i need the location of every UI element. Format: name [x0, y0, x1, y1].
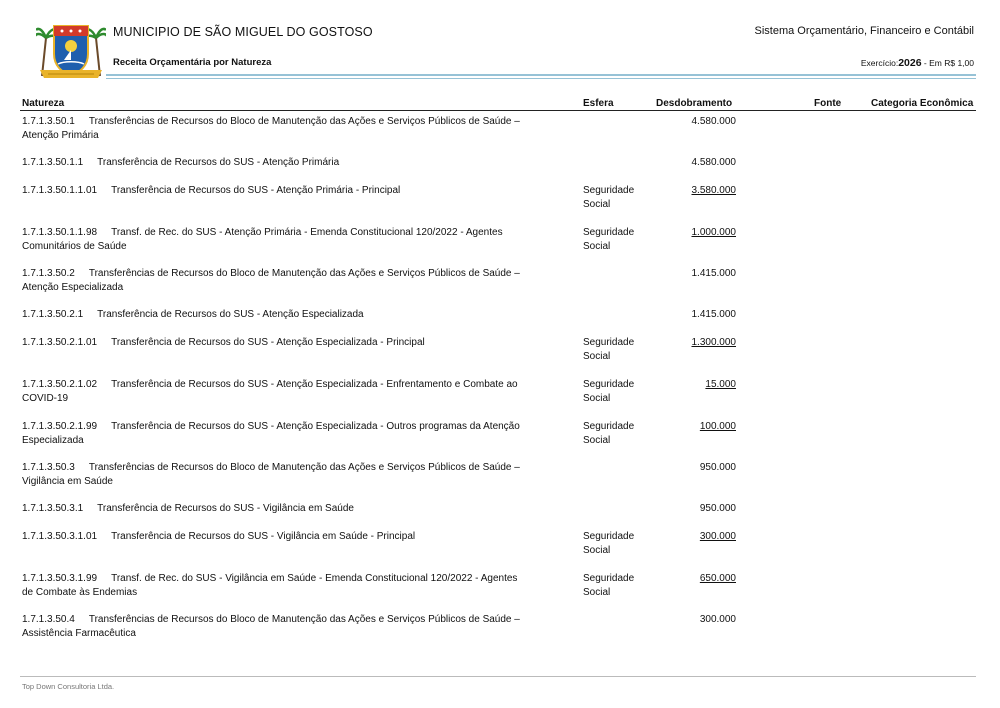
natureza-cell	[22, 267, 527, 295]
exercise-year: 2026	[898, 57, 922, 69]
natureza-code: 1.7.1.3.50.3.1.99	[22, 573, 98, 584]
system-name: Sistema Orçamentário, Financeiro e Contábil	[754, 25, 974, 37]
desdobramento-cell: 100.000	[699, 421, 736, 432]
natureza-description: Transferências de Recursos do Bloco de Manutenção das Ações e Serviços Públicos de Saúde – Atenção Especializada	[22, 268, 520, 293]
desdobramento-cell: 4.580.000	[691, 116, 736, 127]
desdobramento-cell: 300.000	[699, 531, 736, 542]
natureza-description: Transf. de Rec. do SUS - Vigilância em Saúde - Emenda Constitucional 120/2022 - Agentes de Combate às Endemias	[22, 573, 518, 598]
natureza-cell	[22, 336, 527, 350]
natureza-cell	[22, 530, 527, 544]
natureza-code: 1.7.1.3.50.3	[22, 462, 75, 473]
natureza-description: Transferência de Recursos do SUS - Atenção Especializada	[97, 309, 364, 320]
header-rule-thin	[106, 78, 976, 79]
natureza-code: 1.7.1.3.50.3.1.01	[22, 531, 98, 542]
col-desdobramento: Desdobramento	[656, 98, 733, 109]
natureza-description: Transferência de Recursos do SUS - Atenção Especializada - Enfrentamento e Combate ao COVID-19	[22, 379, 518, 404]
esfera-cell: Seguridade Social	[583, 227, 635, 252]
natureza-description: Transferência de Recursos do SUS - Atenção Especializada - Principal	[111, 337, 425, 348]
exercise-info	[861, 57, 974, 69]
natureza-code: 1.7.1.3.50.4	[22, 614, 75, 625]
natureza-description: Transferência de Recursos do SUS - Atenção Primária	[97, 157, 340, 168]
natureza-description: Transferências de Recursos do Bloco de Manutenção das Ações e Serviços Públicos de Saúde – Assistência Farmacêutica	[22, 614, 520, 639]
natureza-code: 1.7.1.3.50.2.1	[22, 309, 84, 320]
desdobramento-cell: 950.000	[699, 503, 736, 514]
header-rule	[106, 74, 976, 76]
desdobramento-cell: 950.000	[699, 462, 736, 473]
desdobramento-cell: 3.580.000	[691, 185, 736, 196]
esfera-cell: Seguridade Social	[583, 337, 635, 362]
natureza-cell	[22, 461, 527, 489]
col-esfera: Esfera	[583, 98, 614, 109]
desdobramento-cell: 15.000	[705, 379, 736, 390]
desdobramento-cell: 650.000	[699, 573, 736, 584]
natureza-cell	[22, 156, 527, 170]
natureza-description: Transferência de Recursos do SUS - Atenção Especializada - Outros programas da Atenção Especializada	[22, 421, 520, 446]
desdobramento-cell: 1.415.000	[691, 268, 736, 279]
report-title: Receita Orçamentária por Natureza	[113, 57, 272, 68]
currency-label: - Em R$ 1,00	[921, 58, 974, 68]
natureza-code: 1.7.1.3.50.2	[22, 268, 75, 279]
natureza-description: Transferência de Recursos do SUS - Vigilância em Saúde - Principal	[111, 531, 416, 542]
header-separator	[20, 110, 976, 111]
desdobramento-cell: 1.415.000	[691, 309, 736, 320]
esfera-cell: Seguridade Social	[583, 531, 635, 556]
natureza-cell	[22, 184, 527, 198]
desdobramento-cell: 1.300.000	[691, 337, 736, 348]
natureza-code: 1.7.1.3.50.3.1	[22, 503, 84, 514]
municipality-name: MUNICIPIO DE SÃO MIGUEL DO GOSTOSO	[113, 25, 373, 39]
footer-rule	[20, 676, 976, 677]
natureza-code: 1.7.1.3.50.2.1.02	[22, 379, 98, 390]
col-natureza: Natureza	[22, 98, 65, 109]
esfera-cell: Seguridade Social	[583, 379, 635, 404]
natureza-description: Transferência de Recursos do SUS - Vigilância em Saúde	[97, 503, 354, 514]
natureza-code: 1.7.1.3.50.2.1.01	[22, 337, 98, 348]
natureza-cell	[22, 502, 527, 516]
desdobramento-cell: 1.000.000	[691, 227, 736, 238]
col-fonte: Fonte	[814, 98, 842, 109]
exercise-label: Exercício:	[860, 58, 899, 68]
natureza-cell	[22, 613, 527, 641]
natureza-cell	[22, 420, 527, 448]
col-categoria: Categoria Econômica	[871, 98, 974, 109]
natureza-code: 1.7.1.3.50.1	[22, 116, 75, 127]
natureza-cell	[22, 572, 527, 600]
natureza-description: Transferências de Recursos do Bloco de Manutenção das Ações e Serviços Públicos de Saúde – Atenção Primária	[22, 116, 520, 141]
natureza-description: Transferências de Recursos do Bloco de Manutenção das Ações e Serviços Públicos de Saúde – Vigilância em Saúde	[22, 462, 520, 487]
natureza-code: 1.7.1.3.50.2.1.99	[22, 421, 98, 432]
desdobramento-cell: 4.580.000	[691, 157, 736, 168]
desdobramento-cell: 300.000	[699, 614, 736, 625]
natureza-cell	[22, 115, 527, 143]
natureza-code: 1.7.1.3.50.1.1	[22, 157, 84, 168]
natureza-cell	[22, 226, 527, 254]
natureza-description: Transf. de Rec. do SUS - Atenção Primária - Emenda Constitucional 120/2022 - Agentes Comunitários de Saúde	[22, 227, 503, 252]
natureza-cell	[22, 378, 527, 406]
esfera-cell: Seguridade Social	[583, 573, 635, 598]
natureza-description: Transferência de Recursos do SUS - Atenção Primária - Principal	[111, 185, 401, 196]
esfera-cell: Seguridade Social	[583, 185, 635, 210]
natureza-code: 1.7.1.3.50.1.1.98	[22, 227, 98, 238]
footer-company: Top Down Consultoria Ltda.	[22, 682, 115, 691]
esfera-cell: Seguridade Social	[583, 421, 635, 446]
natureza-cell	[22, 308, 527, 322]
natureza-code: 1.7.1.3.50.1.1.01	[22, 185, 98, 196]
